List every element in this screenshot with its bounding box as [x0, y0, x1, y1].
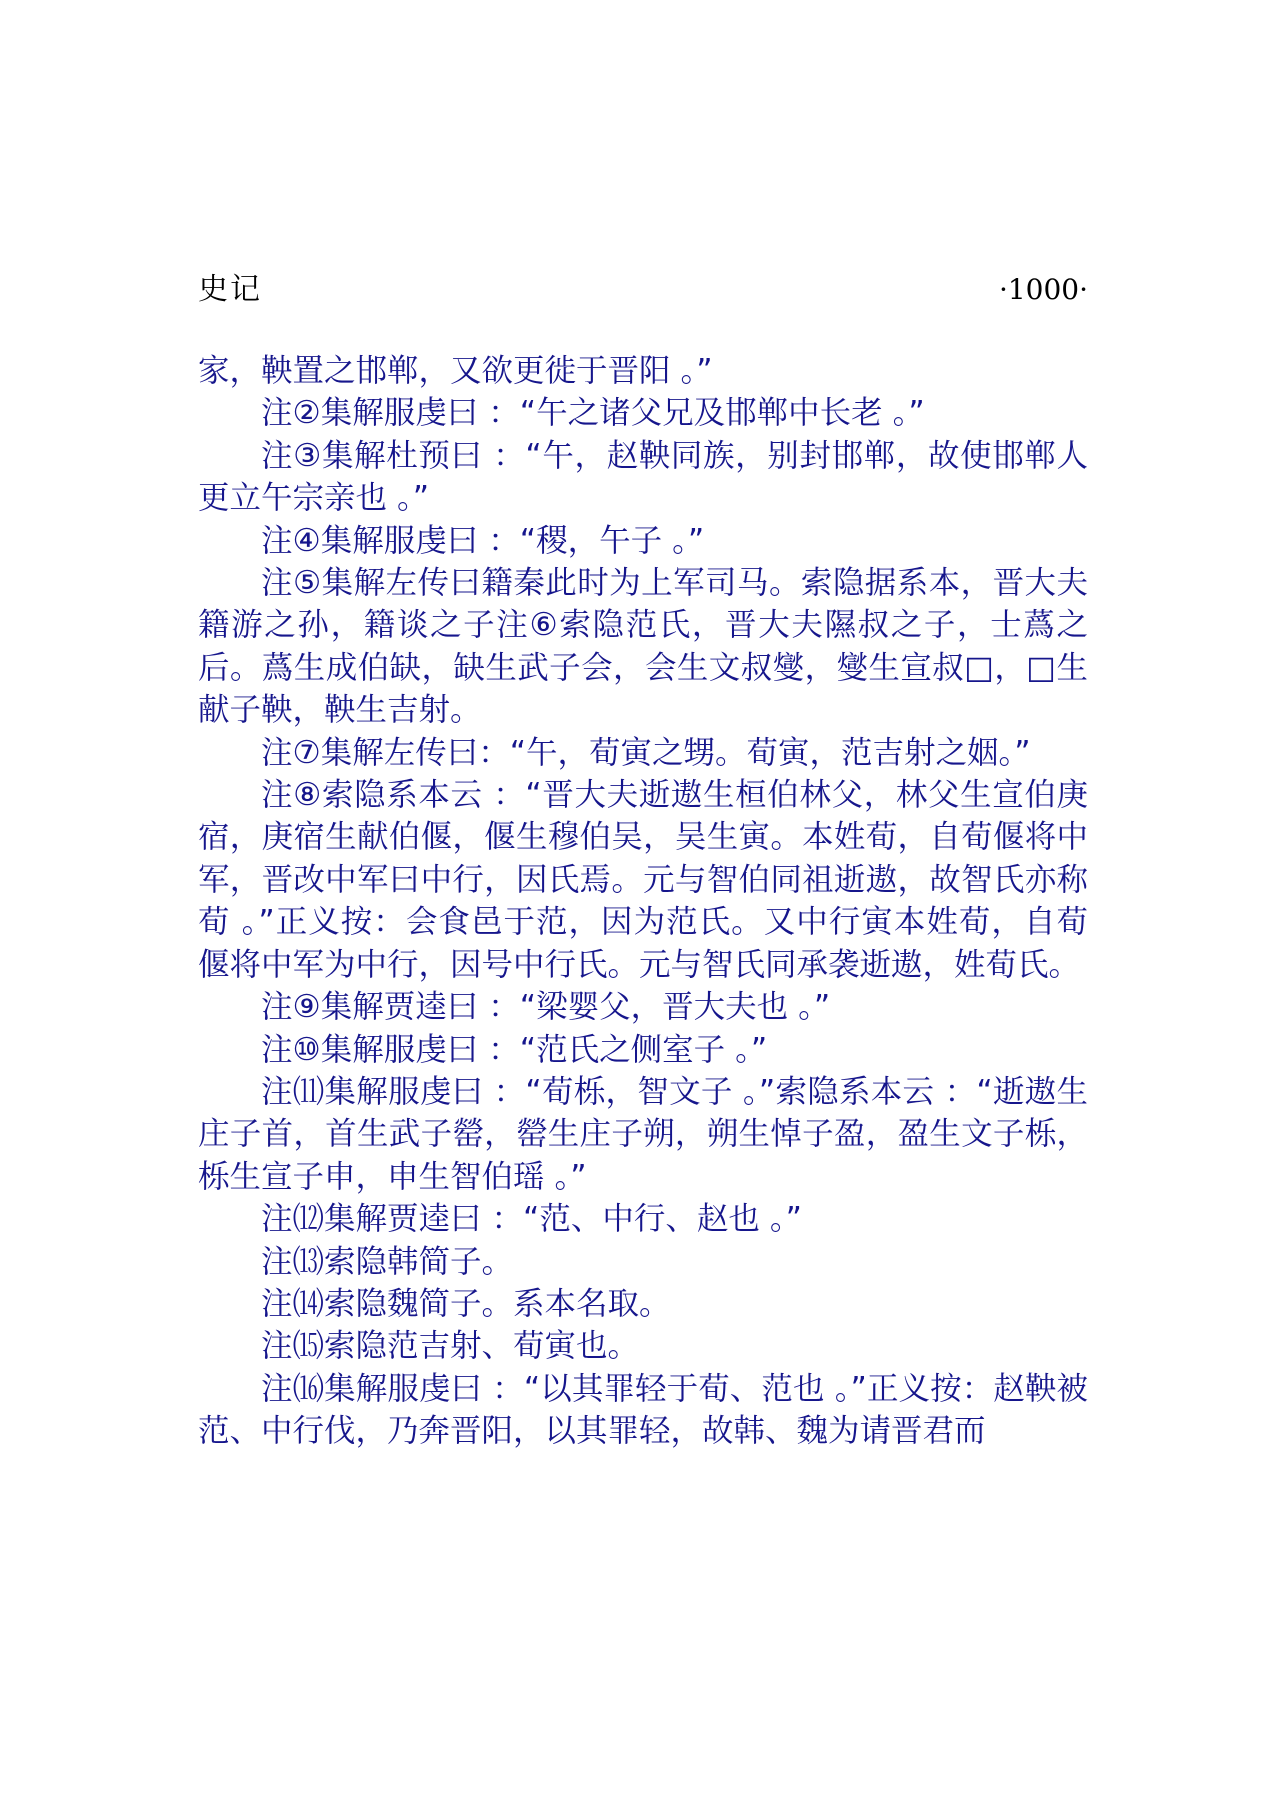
page-header	[198, 268, 1088, 312]
note-7: 注⑦集解左传曰：“午，荀寅之甥。荀寅，范吉射之姻。”	[261, 734, 1031, 771]
note-4: 注④集解服虔曰 ：“稷，午子 。”	[261, 522, 705, 559]
note-2: 注②集解服虔曰 ：“午之诸父兄及邯郸中长老 。”	[261, 395, 925, 432]
note-14: 注⒁索隐魏简子。系本名取。	[261, 1285, 671, 1322]
note-3: 注③集解杜预曰 ：“午，赵鞅同族，别封邯郸，故使邯郸人更立午宗亲也 。”	[198, 437, 1088, 517]
book-title: 史记	[198, 272, 262, 307]
note-9: 注⑨集解贾逵曰 ：“梁婴父，晋大夫也 。”	[261, 989, 831, 1026]
note-8: 注⑧索隐系本云 ：“晋大夫逝遨生桓伯林父，林父生宣伯庚宿，庚宿生献伯偃，偃生穆伯吴，吴生寅。本姓荀，自荀偃将中军，晋改中军曰中行，因氏焉。元与智伯同祖逝遨，故智氏亦称荀 。”正义按：会食邑于范，因为范氏。又中行寅本姓荀，自荀偃将中军为中行，因号中行氏。元与智氏同承袭逝遨，姓荀氏。	[198, 777, 1088, 983]
note-13: 注⒀索隐韩简子。	[261, 1243, 514, 1280]
body-text	[198, 350, 1088, 1453]
page-number: ·1000·	[998, 273, 1088, 306]
note-11: 注⑾集解服虔曰 ：“荀栎，智文子 。”索隐系本云 ：“逝遨生庄子首，首生武子罃，罃生庄子朔，朔生悼子盈，盈生文子栎，栎生宣子申，申生智伯瑶 。”	[198, 1073, 1088, 1195]
note-15: 注⒂索隐范吉射、荀寅也。	[261, 1328, 640, 1365]
note-12: 注⑿集解贾逵曰 ：“范、中行、赵也 。”	[261, 1201, 802, 1238]
note-16: 注⒃集解服虔曰 ：“以其罪轻于荀、范也 。”正义按：赵鞅被范、中行伐，乃奔晋阳，以其罪轻，故韩、魏为请晋君而	[198, 1370, 1088, 1450]
paragraph-continuation: 家，鞅置之邯郸，又欲更徙于晋阳 。”	[198, 353, 713, 389]
note-10: 注⑩集解服虔曰 ：“范氏之侧室子 。”	[261, 1031, 768, 1068]
note-5-6: 注⑤集解左传曰籍秦此时为上军司马。索隐据系本，晋大夫籍游之孙，籍谈之子注⑥索隐范氏，晋大夫隰叔之子，士蔿之后。蔿生成伯缺，缺生武子会，会生文叔燮，燮生宣叔□，□生献子鞅，鞅生吉射。	[198, 565, 1088, 729]
